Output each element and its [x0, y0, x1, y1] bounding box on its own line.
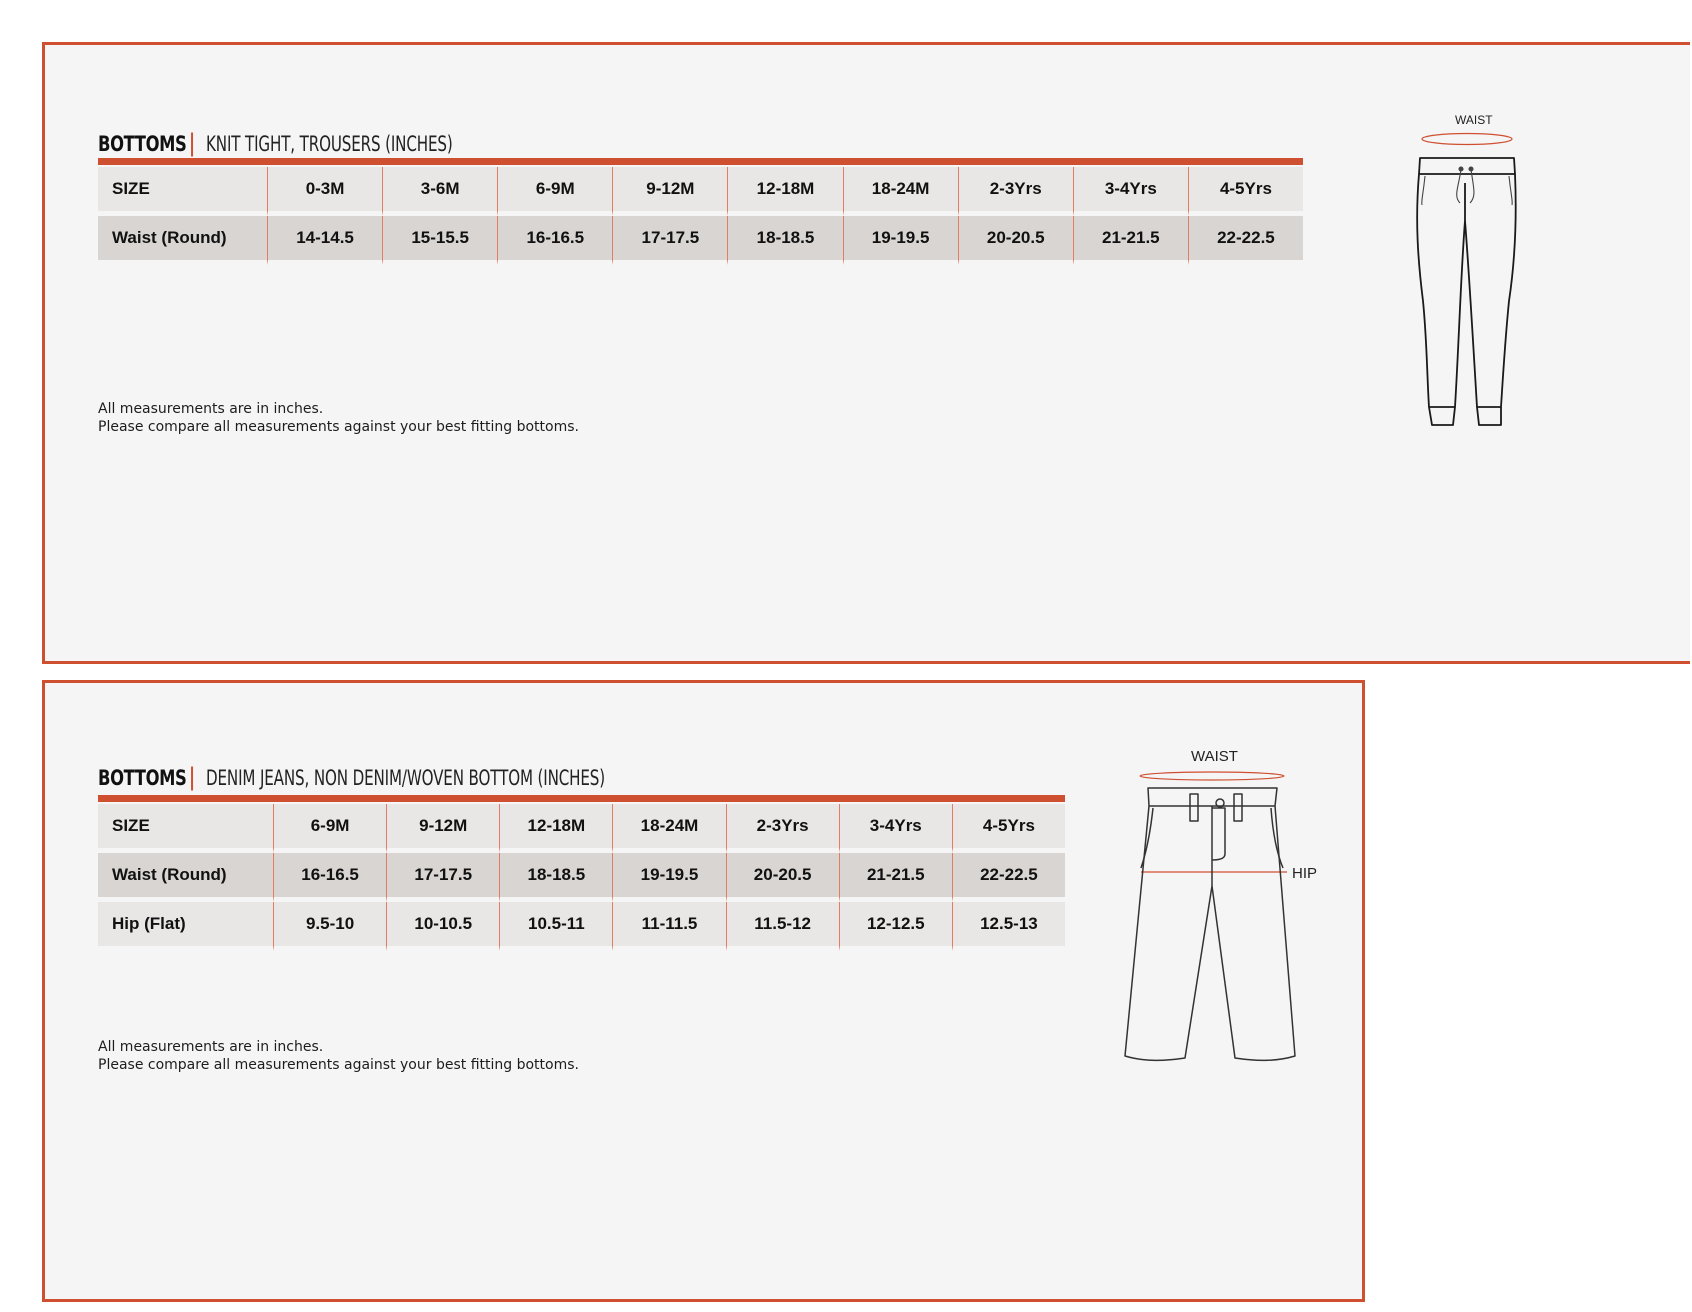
- heading-separator: |: [188, 129, 197, 157]
- hip-cell: 10.5-11: [499, 902, 612, 951]
- table-row-size: [98, 167, 1303, 216]
- note-line-1: All measurements are in inches.: [98, 401, 324, 417]
- waist-cell: 20-20.5: [958, 216, 1073, 265]
- size-cell: 9-12M: [612, 167, 727, 216]
- waist-cell: 14-14.5: [267, 216, 382, 265]
- waist-cell: 17-17.5: [612, 216, 727, 265]
- size-table: [98, 804, 1065, 951]
- heading-rule: [98, 158, 1303, 165]
- size-cell: 18-24M: [612, 804, 725, 853]
- heading-subtitle: DENIM JEANS, NON DENIM/WOVEN BOTTOM (INCHES): [206, 766, 606, 790]
- row-label: SIZE: [98, 167, 267, 216]
- note-line-2: Please compare all measurements against your best fitting bottoms.: [98, 419, 579, 435]
- heading-rule: [98, 795, 1065, 802]
- hip-cell: 11-11.5: [612, 902, 725, 951]
- waist-cell: 18-18.5: [727, 216, 842, 265]
- jeans-icon: [1115, 748, 1345, 1148]
- waist-cell: 22-22.5: [952, 853, 1065, 902]
- row-label: Waist (Round): [98, 216, 267, 265]
- table-row-hip: [98, 902, 1065, 951]
- chart-heading: [98, 129, 549, 157]
- hip-label: HIP: [1292, 865, 1318, 882]
- chart-heading: [98, 763, 760, 791]
- jogger-drawing: [1415, 101, 1565, 491]
- waist-cell: 19-19.5: [843, 216, 958, 265]
- size-cell: 12-18M: [727, 167, 842, 216]
- note-line-2: Please compare all measurements against your best fitting bottoms.: [98, 1057, 579, 1073]
- waist-label: WAIST: [1455, 113, 1493, 127]
- waist-cell: 21-21.5: [1073, 216, 1188, 265]
- table-row-waist: [98, 853, 1065, 902]
- waist-cell: 22-22.5: [1188, 216, 1303, 265]
- waist-cell: 18-18.5: [499, 853, 612, 902]
- hip-cell: 9.5-10: [273, 902, 386, 951]
- heading-separator: |: [188, 763, 197, 791]
- size-cell: 4-5Yrs: [952, 804, 1065, 853]
- size-cell: 3-4Yrs: [839, 804, 952, 853]
- row-label: Waist (Round): [98, 853, 273, 902]
- table-row-size: [98, 804, 1065, 853]
- heading-main: BOTTOMS: [98, 132, 187, 156]
- jeans-drawing: [1115, 748, 1345, 1148]
- size-table: [98, 167, 1303, 265]
- size-cell: 6-9M: [273, 804, 386, 853]
- waist-label: WAIST: [1191, 748, 1238, 765]
- size-cell: 3-4Yrs: [1073, 167, 1188, 216]
- jogger-pants-icon: [1415, 101, 1565, 491]
- row-label: SIZE: [98, 804, 273, 853]
- row-label: Hip (Flat): [98, 902, 273, 951]
- size-cell: 0-3M: [267, 167, 382, 216]
- waist-cell: 17-17.5: [386, 853, 499, 902]
- size-cell: 2-3Yrs: [726, 804, 839, 853]
- size-cell: 6-9M: [497, 167, 612, 216]
- waist-cell: 16-16.5: [273, 853, 386, 902]
- size-cell: 3-6M: [382, 167, 497, 216]
- note-line-1: All measurements are in inches.: [98, 1039, 324, 1055]
- measurement-note: [98, 1038, 579, 1074]
- size-chart-knit-tight: [42, 42, 1690, 664]
- size-chart-denim: [42, 680, 1365, 1302]
- waist-cell: 20-20.5: [726, 853, 839, 902]
- table-row-waist: [98, 216, 1303, 265]
- hip-cell: 10-10.5: [386, 902, 499, 951]
- measurement-note: [98, 400, 579, 436]
- hip-cell: 11.5-12: [726, 902, 839, 951]
- heading-main: BOTTOMS: [98, 766, 187, 790]
- size-cell: 2-3Yrs: [958, 167, 1073, 216]
- waist-cell: 19-19.5: [612, 853, 725, 902]
- waist-cell: 15-15.5: [382, 216, 497, 265]
- size-cell: 18-24M: [843, 167, 958, 216]
- hip-cell: 12.5-13: [952, 902, 1065, 951]
- size-cell: 12-18M: [499, 804, 612, 853]
- hip-cell: 12-12.5: [839, 902, 952, 951]
- waist-cell: 21-21.5: [839, 853, 952, 902]
- size-cell: 4-5Yrs: [1188, 167, 1303, 216]
- size-cell: 9-12M: [386, 804, 499, 853]
- waist-cell: 16-16.5: [497, 216, 612, 265]
- heading-subtitle: KNIT TIGHT, TROUSERS (INCHES): [206, 132, 453, 156]
